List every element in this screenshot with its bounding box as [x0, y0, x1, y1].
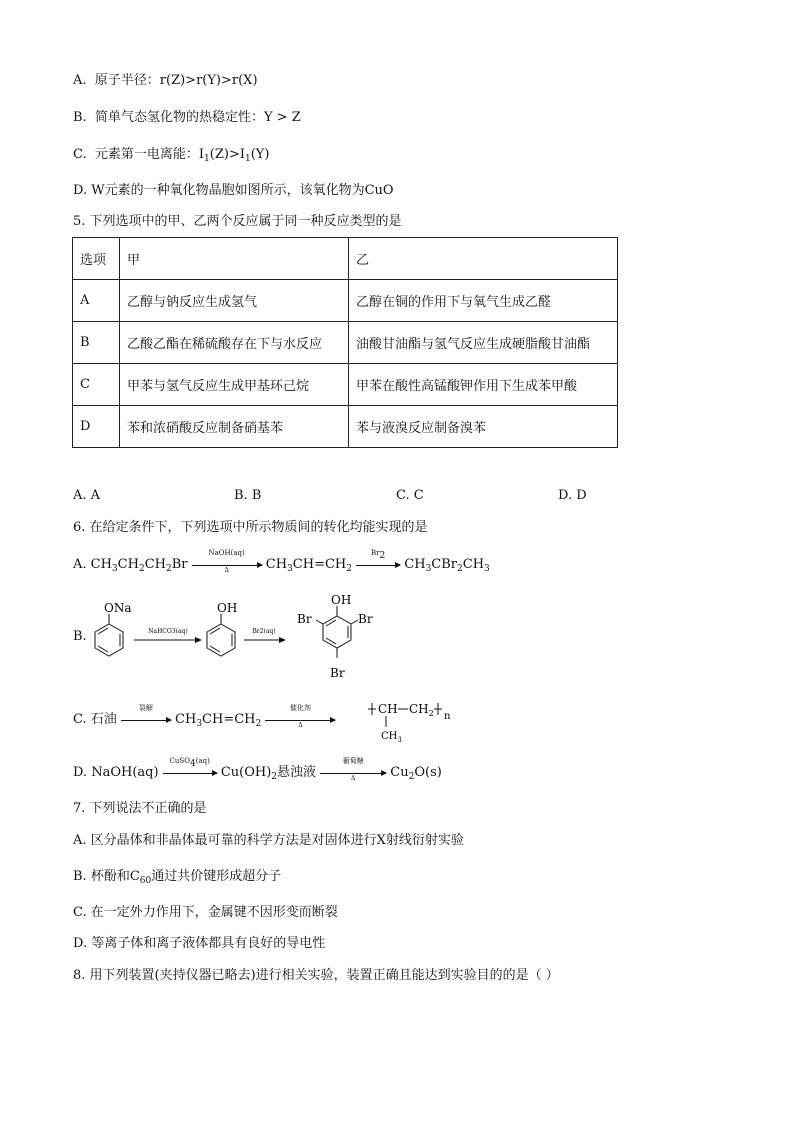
table-cell: 油酸甘油酯与氢气反应生成硬脂酸甘油酯 — [349, 322, 618, 364]
reaction-arrow: $Br_2$ — [356, 557, 400, 573]
table-cell: 甲 — [120, 238, 349, 280]
q6-option-b-structures — [84, 586, 414, 686]
sodium-phenoxide-structure — [95, 601, 132, 656]
reaction-arrow: 催化剂 Δ — [265, 712, 335, 728]
br-label: Br — [297, 612, 312, 626]
arrow-condition: NaHCO3(aq) — [148, 628, 188, 635]
table-cell: 乙醇与钠反应生成氢气 — [120, 280, 349, 322]
q5-table — [72, 237, 618, 448]
table-cell: 苯和浓硝酸反应制备硝基苯 — [120, 406, 349, 448]
table-cell: 乙酸乙酯在稀硫酸存在下与水反应 — [120, 322, 349, 364]
q7-option-a: A. 区分晶体和非晶体最可靠的科学方法是对固体进行X射线衍射实验 — [73, 833, 464, 848]
q7-option-d: D. 等离子体和离子液体都具有良好的导电性 — [73, 936, 326, 951]
q5-stem: 5. 下列选项中的甲、乙两个反应属于同一种反应类型的是 — [73, 214, 402, 229]
table-cell: B — [73, 322, 120, 364]
table-row — [73, 322, 618, 364]
table-row — [73, 364, 618, 406]
q6-option-a: A. $CH_3CH_2CH_2Br$ NaOH(aq) Δ $CH_3CH=CH_2$ $Br_2$ $CH_3CBr_2CH_3$ — [73, 548, 490, 574]
table-row — [73, 280, 618, 322]
q6-option-d: D. NaOH(aq) CuSO$_4$(aq) $Cu(OH)_2$悬浊液 葡萄糖 Δ $Cu_2O(s)$ — [73, 756, 442, 782]
table-cell: 甲苯在酸性高锰酸钾作用下生成苯甲酸 — [349, 364, 618, 406]
q4-option-b: B. 简单气态氢化物的热稳定性：Y > Z — [73, 110, 301, 125]
table-cell: 苯与液溴反应制备溴苯 — [349, 406, 618, 448]
q5-choice-c: C. C — [396, 488, 424, 503]
q5-choice-b: B. B — [234, 488, 262, 503]
table-cell: D — [73, 406, 120, 448]
reaction-arrow: 裂解 — [121, 712, 171, 728]
q6-option-b-label: B. — [73, 629, 87, 644]
table-cell: A — [73, 280, 120, 322]
table-cell: C — [73, 364, 120, 406]
reaction-arrow: CuSO$_4$(aq) — [163, 765, 217, 781]
tribromophenol-structure — [297, 593, 373, 680]
q4-option-a: A. 原子半径：r(Z)>r(Y)>r(X) — [73, 73, 258, 88]
reaction-arrow: 葡萄糖 Δ — [320, 765, 386, 781]
table-cell: 乙醇在铜的作用下与氧气生成乙醛 — [349, 280, 618, 322]
q8-stem: 8. 用下列装置(夹持仪器已略去)进行相关实验，装置正确且能达到实验目的的是（ ） — [73, 968, 559, 983]
q4-option-d: D. W元素的一种氧化物晶胞如图所示，该氧化物为CuO — [73, 183, 394, 198]
q4-option-c: C. 元素第一电离能：$I_1(Z)>I_1(Y)$ — [73, 147, 270, 164]
polypropylene-structure — [366, 697, 456, 743]
q7-option-b: B. 杯酚和$C_{60}$通过共价键形成超分子 — [73, 869, 282, 886]
n-label: n — [444, 711, 451, 722]
q5-choice-d: D. D — [558, 488, 587, 503]
br-label: Br — [358, 612, 373, 626]
q7-stem: 7. 下列说法不正确的是 — [73, 801, 207, 816]
q6-option-c: C. 石油 裂解 $CH_3CH=CH_2$ 催化剂 Δ — [73, 711, 335, 729]
br-label: Br — [330, 666, 345, 680]
table-row — [73, 406, 618, 448]
ch3-label: $CH_3$ — [381, 731, 402, 743]
ch-label: CH — [378, 702, 398, 716]
table-cell: 选项 — [73, 238, 120, 280]
oh-label: OH — [331, 593, 352, 607]
q7-option-c: C. 在一定外力作用下，金属键不因形变而断裂 — [73, 905, 338, 920]
phenol-structure — [207, 601, 237, 656]
table-cell: 甲苯与氢气反应生成甲基环己烷 — [120, 364, 349, 406]
q6-stem: 6. 在给定条件下，下列选项中所示物质间的转化均能实现的是 — [73, 520, 428, 535]
q5-choice-a: A. A — [73, 488, 101, 503]
reaction-arrow: NaOH(aq) Δ — [192, 557, 262, 573]
table-cell: 乙 — [349, 238, 618, 280]
table-header-row — [73, 238, 618, 280]
arrow-condition: Br2(aq) — [252, 628, 276, 635]
ch2-label: $CH_2$ — [409, 702, 434, 718]
ona-label: ONa — [104, 601, 132, 615]
oh-label: OH — [217, 601, 238, 615]
